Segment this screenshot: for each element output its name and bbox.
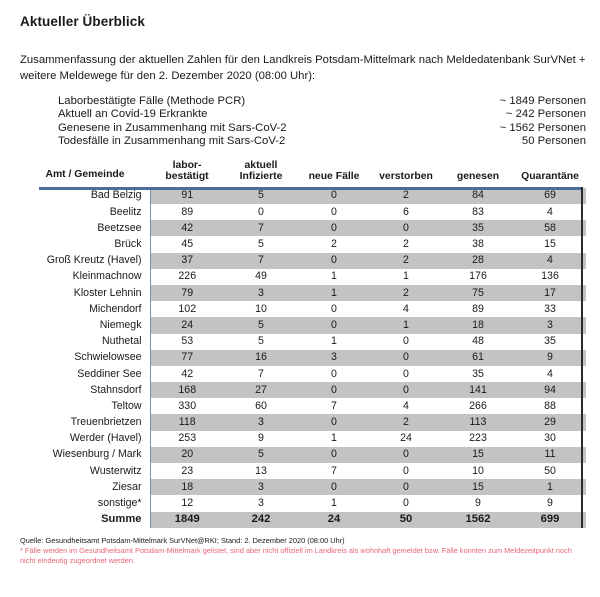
cell-genesen: 89 bbox=[442, 301, 514, 317]
cell-laborbestaetigt: 77 bbox=[150, 350, 224, 366]
cell-aktuell-infizierte: 16 bbox=[224, 350, 298, 366]
cell-gemeinde-name: Schwielowsee bbox=[20, 350, 150, 366]
table-header-row bbox=[20, 160, 586, 188]
column-header-aktuell-infizierte: aktuell Infizierte bbox=[224, 160, 298, 188]
cell-gemeinde-name: Nuthetal bbox=[20, 334, 150, 350]
column-header-quarantaene: Quarantäne bbox=[514, 160, 586, 188]
table-footnotes bbox=[20, 536, 586, 566]
cell-genesen: 61 bbox=[442, 350, 514, 366]
cell-verstorben: 2 bbox=[370, 253, 442, 269]
cell-laborbestaetigt: 102 bbox=[150, 301, 224, 317]
cell-quarantaene: 11 bbox=[514, 447, 586, 463]
table-row bbox=[20, 431, 586, 447]
cell-aktuell-infizierte: 13 bbox=[224, 463, 298, 479]
cell-quarantaene: 9 bbox=[514, 350, 586, 366]
cell-aktuell-infizierte: 0 bbox=[224, 204, 298, 220]
summary-item-value: ~ 1562 Personen bbox=[499, 121, 586, 134]
table-body bbox=[20, 188, 586, 528]
cell-quarantaene: 17 bbox=[514, 285, 586, 301]
cell-quarantaene: 50 bbox=[514, 463, 586, 479]
asterisk-note: * Fälle werden im Gesundheitsamt Potsdam-Mittelmark gelistet, sind aber nicht offiziell im Landkreis als wohnhaft gemeldet bzw. Fälle konnten zum Meldezeitpunkt noch nicht eindeutig zugeordnet werden. bbox=[20, 545, 572, 565]
total-cell-genesen: 1562 bbox=[442, 512, 514, 528]
table-row bbox=[20, 334, 586, 350]
summary-item bbox=[58, 135, 586, 148]
table-top-accent-rule bbox=[39, 187, 583, 190]
cell-aktuell-infizierte: 3 bbox=[224, 495, 298, 511]
cell-quarantaene: 35 bbox=[514, 334, 586, 350]
cell-gemeinde-name: Wusterwitz bbox=[20, 463, 150, 479]
cell-gemeinde-name: sonstige* bbox=[20, 495, 150, 511]
cell-laborbestaetigt: 37 bbox=[150, 253, 224, 269]
cell-neue-faelle: 0 bbox=[298, 204, 370, 220]
cell-genesen: 9 bbox=[442, 495, 514, 511]
table-row bbox=[20, 495, 586, 511]
cell-aktuell-infizierte: 5 bbox=[224, 447, 298, 463]
table-total-row bbox=[20, 512, 586, 528]
cell-laborbestaetigt: 118 bbox=[150, 414, 224, 430]
cell-verstorben: 24 bbox=[370, 431, 442, 447]
cell-laborbestaetigt: 53 bbox=[150, 334, 224, 350]
cell-genesen: 15 bbox=[442, 479, 514, 495]
cell-laborbestaetigt: 42 bbox=[150, 366, 224, 382]
cell-laborbestaetigt: 42 bbox=[150, 220, 224, 236]
cell-aktuell-infizierte: 7 bbox=[224, 253, 298, 269]
cell-gemeinde-name: Wiesenburg / Mark bbox=[20, 447, 150, 463]
cell-total-label: Summe bbox=[20, 512, 150, 528]
cell-laborbestaetigt: 91 bbox=[150, 188, 224, 204]
table-row bbox=[20, 463, 586, 479]
column-header-neue-faelle: neue Fälle bbox=[298, 160, 370, 188]
table-row bbox=[20, 204, 586, 220]
summary-item bbox=[58, 122, 586, 135]
cell-quarantaene: 33 bbox=[514, 301, 586, 317]
cell-gemeinde-name: Ziesar bbox=[20, 479, 150, 495]
cell-aktuell-infizierte: 10 bbox=[224, 301, 298, 317]
cell-genesen: 75 bbox=[442, 285, 514, 301]
cases-table bbox=[20, 160, 587, 528]
cell-genesen: 35 bbox=[442, 220, 514, 236]
cell-verstorben: 0 bbox=[370, 463, 442, 479]
cell-verstorben: 2 bbox=[370, 285, 442, 301]
cell-aktuell-infizierte: 7 bbox=[224, 366, 298, 382]
cell-laborbestaetigt: 330 bbox=[150, 398, 224, 414]
cell-aktuell-infizierte: 27 bbox=[224, 382, 298, 398]
cell-verstorben: 1 bbox=[370, 317, 442, 333]
cell-aktuell-infizierte: 5 bbox=[224, 188, 298, 204]
table-row bbox=[20, 253, 586, 269]
total-cell-neue-faelle: 24 bbox=[298, 512, 370, 528]
column-header-genesen: genesen bbox=[442, 160, 514, 188]
cell-gemeinde-name: Beelitz bbox=[20, 204, 150, 220]
cell-neue-faelle: 2 bbox=[298, 236, 370, 252]
cell-genesen: 18 bbox=[442, 317, 514, 333]
cell-neue-faelle: 1 bbox=[298, 285, 370, 301]
cell-verstorben: 2 bbox=[370, 188, 442, 204]
cell-verstorben: 0 bbox=[370, 220, 442, 236]
cell-genesen: 84 bbox=[442, 188, 514, 204]
cell-aktuell-infizierte: 60 bbox=[224, 398, 298, 414]
cell-gemeinde-name: Niemegk bbox=[20, 317, 150, 333]
cell-neue-faelle: 1 bbox=[298, 269, 370, 285]
cell-neue-faelle: 0 bbox=[298, 414, 370, 430]
cell-laborbestaetigt: 168 bbox=[150, 382, 224, 398]
cell-aktuell-infizierte: 3 bbox=[224, 479, 298, 495]
cell-gemeinde-name: Stahnsdorf bbox=[20, 382, 150, 398]
cell-laborbestaetigt: 24 bbox=[150, 317, 224, 333]
cases-table-container bbox=[20, 160, 586, 528]
cell-quarantaene: 88 bbox=[514, 398, 586, 414]
cell-gemeinde-name: Teltow bbox=[20, 398, 150, 414]
cell-neue-faelle: 1 bbox=[298, 495, 370, 511]
cell-verstorben: 0 bbox=[370, 495, 442, 511]
cell-verstorben: 4 bbox=[370, 301, 442, 317]
summary-list bbox=[0, 95, 600, 149]
cell-quarantaene: 30 bbox=[514, 431, 586, 447]
total-cell-aktuell-infizierte: 242 bbox=[224, 512, 298, 528]
cell-genesen: 38 bbox=[442, 236, 514, 252]
cell-neue-faelle: 7 bbox=[298, 398, 370, 414]
cell-genesen: 15 bbox=[442, 447, 514, 463]
cell-aktuell-infizierte: 7 bbox=[224, 220, 298, 236]
cell-verstorben: 0 bbox=[370, 447, 442, 463]
cell-verstorben: 0 bbox=[370, 334, 442, 350]
cell-quarantaene: 94 bbox=[514, 382, 586, 398]
summary-item bbox=[58, 95, 586, 108]
table-row bbox=[20, 366, 586, 382]
total-cell-laborbestaetigt: 1849 bbox=[150, 512, 224, 528]
cell-genesen: 176 bbox=[442, 269, 514, 285]
total-cell-quarantaene: 699 bbox=[514, 512, 586, 528]
cell-gemeinde-name: Werder (Havel) bbox=[20, 431, 150, 447]
cell-genesen: 113 bbox=[442, 414, 514, 430]
table-row bbox=[20, 414, 586, 430]
cell-laborbestaetigt: 253 bbox=[150, 431, 224, 447]
table-row bbox=[20, 269, 586, 285]
cell-neue-faelle: 0 bbox=[298, 253, 370, 269]
cell-laborbestaetigt: 45 bbox=[150, 236, 224, 252]
cell-aktuell-infizierte: 9 bbox=[224, 431, 298, 447]
cell-neue-faelle: 1 bbox=[298, 334, 370, 350]
table-row bbox=[20, 479, 586, 495]
cell-genesen: 10 bbox=[442, 463, 514, 479]
cell-neue-faelle: 0 bbox=[298, 188, 370, 204]
cell-neue-faelle: 0 bbox=[298, 220, 370, 236]
table-row bbox=[20, 447, 586, 463]
cell-laborbestaetigt: 226 bbox=[150, 269, 224, 285]
cell-neue-faelle: 7 bbox=[298, 463, 370, 479]
cell-gemeinde-name: Seddiner See bbox=[20, 366, 150, 382]
cell-gemeinde-name: Treuenbrietzen bbox=[20, 414, 150, 430]
table-row bbox=[20, 317, 586, 333]
cell-genesen: 48 bbox=[442, 334, 514, 350]
cell-aktuell-infizierte: 3 bbox=[224, 414, 298, 430]
cell-neue-faelle: 0 bbox=[298, 382, 370, 398]
source-note: Quelle: Gesundheitsamt Potsdam-Mittelmark SurVNet@RKI; Stand: 2. Dezember 2020 (08:00 Uhr) bbox=[20, 535, 345, 545]
cell-genesen: 266 bbox=[442, 398, 514, 414]
cell-neue-faelle: 0 bbox=[298, 366, 370, 382]
intro-paragraph: Zusammenfassung der aktuellen Zahlen für den Landkreis Potsdam-Mittelmark nach Meldedatenbank SurVNet + weitere Meldewege für den 2. Dezember 2020 (08:00 Uhr): bbox=[20, 54, 586, 82]
cell-genesen: 28 bbox=[442, 253, 514, 269]
cell-neue-faelle: 0 bbox=[298, 447, 370, 463]
cell-gemeinde-name: Beetzsee bbox=[20, 220, 150, 236]
summary-item-value: ~ 242 Personen bbox=[505, 108, 586, 121]
column-header-gemeinde: Amt / Gemeinde bbox=[20, 160, 150, 188]
summary-item-label: Aktuell an Covid-19 Erkrankte bbox=[58, 108, 208, 121]
cell-aktuell-infizierte: 5 bbox=[224, 334, 298, 350]
cell-quarantaene: 9 bbox=[514, 495, 586, 511]
cell-quarantaene: 3 bbox=[514, 317, 586, 333]
cell-verstorben: 4 bbox=[370, 398, 442, 414]
cell-verstorben: 0 bbox=[370, 350, 442, 366]
cell-quarantaene: 4 bbox=[514, 204, 586, 220]
cell-quarantaene: 15 bbox=[514, 236, 586, 252]
cell-gemeinde-name: Groß Kreutz (Havel) bbox=[20, 253, 150, 269]
cell-laborbestaetigt: 20 bbox=[150, 447, 224, 463]
cell-verstorben: 6 bbox=[370, 204, 442, 220]
summary-item bbox=[58, 108, 586, 121]
cell-aktuell-infizierte: 5 bbox=[224, 317, 298, 333]
table-row bbox=[20, 382, 586, 398]
total-cell-verstorben: 50 bbox=[370, 512, 442, 528]
cell-quarantaene: 4 bbox=[514, 366, 586, 382]
cell-neue-faelle: 1 bbox=[298, 431, 370, 447]
cell-laborbestaetigt: 12 bbox=[150, 495, 224, 511]
table-row bbox=[20, 188, 586, 204]
cell-verstorben: 0 bbox=[370, 366, 442, 382]
cell-gemeinde-name: Michendorf bbox=[20, 301, 150, 317]
table-row bbox=[20, 220, 586, 236]
cell-neue-faelle: 0 bbox=[298, 317, 370, 333]
table-row bbox=[20, 236, 586, 252]
summary-item-value: 50 Personen bbox=[521, 135, 586, 148]
summary-item-value: ~ 1849 Personen bbox=[499, 95, 586, 108]
report-page bbox=[0, 9, 600, 597]
table-row bbox=[20, 285, 586, 301]
cell-laborbestaetigt: 89 bbox=[150, 204, 224, 220]
table-row bbox=[20, 398, 586, 414]
cell-quarantaene: 136 bbox=[514, 269, 586, 285]
cell-gemeinde-name: Kloster Lehnin bbox=[20, 285, 150, 301]
column-header-verstorben: verstorben bbox=[370, 160, 442, 188]
cell-aktuell-infizierte: 49 bbox=[224, 269, 298, 285]
cell-genesen: 35 bbox=[442, 366, 514, 382]
cell-verstorben: 2 bbox=[370, 236, 442, 252]
page-title: Aktueller Überblick bbox=[20, 14, 145, 30]
cell-genesen: 223 bbox=[442, 431, 514, 447]
cell-neue-faelle: 0 bbox=[298, 479, 370, 495]
cell-laborbestaetigt: 79 bbox=[150, 285, 224, 301]
table-header bbox=[20, 160, 586, 188]
cell-laborbestaetigt: 23 bbox=[150, 463, 224, 479]
cell-verstorben: 0 bbox=[370, 382, 442, 398]
cell-laborbestaetigt: 18 bbox=[150, 479, 224, 495]
cell-quarantaene: 1 bbox=[514, 479, 586, 495]
table-right-border bbox=[581, 187, 583, 528]
cell-genesen: 83 bbox=[442, 204, 514, 220]
column-header-laborbestaetigt: labor- bestätigt bbox=[150, 160, 224, 188]
table-row bbox=[20, 350, 586, 366]
table-row bbox=[20, 301, 586, 317]
cell-gemeinde-name: Kleinmachnow bbox=[20, 269, 150, 285]
cell-genesen: 141 bbox=[442, 382, 514, 398]
cell-quarantaene: 29 bbox=[514, 414, 586, 430]
cell-verstorben: 0 bbox=[370, 479, 442, 495]
cell-verstorben: 2 bbox=[370, 414, 442, 430]
cell-aktuell-infizierte: 3 bbox=[224, 285, 298, 301]
cell-gemeinde-name: Bad Belzig bbox=[20, 188, 150, 204]
cell-quarantaene: 58 bbox=[514, 220, 586, 236]
cell-aktuell-infizierte: 5 bbox=[224, 236, 298, 252]
summary-item-label: Todesfälle in Zusammenhang mit Sars-CoV-2 bbox=[58, 135, 286, 148]
cell-quarantaene: 4 bbox=[514, 253, 586, 269]
cell-gemeinde-name: Brück bbox=[20, 236, 150, 252]
cell-neue-faelle: 3 bbox=[298, 350, 370, 366]
cell-neue-faelle: 0 bbox=[298, 301, 370, 317]
cell-verstorben: 1 bbox=[370, 269, 442, 285]
cell-quarantaene: 69 bbox=[514, 188, 586, 204]
summary-item-label: Laborbestätigte Fälle (Methode PCR) bbox=[58, 95, 246, 108]
summary-item-label: Genesene in Zusammenhang mit Sars-CoV-2 bbox=[58, 121, 287, 134]
